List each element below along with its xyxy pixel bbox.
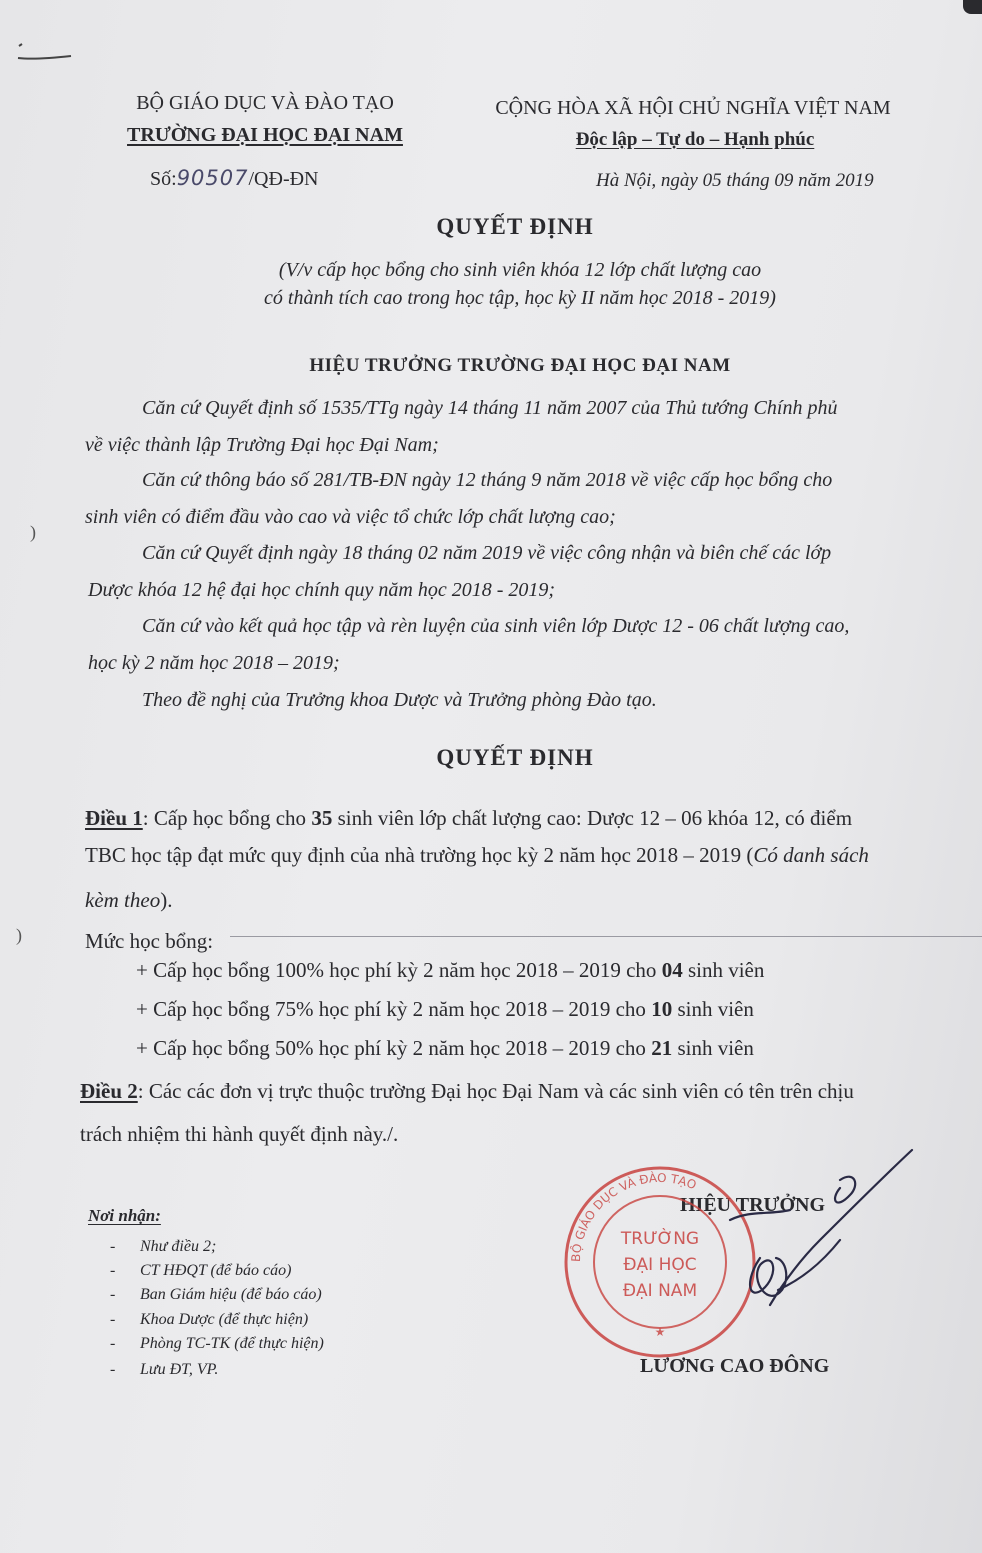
signer-title: HIỆU TRƯỞNG — [680, 1194, 826, 1216]
level-75-count: 10 — [651, 997, 673, 1021]
basis-2-line-1: Căn cứ thông báo số 281/TB-ĐN ngày 12 tháng 9 năm 2018 về việc cấp học bổng cho — [142, 469, 833, 491]
fold-line — [230, 936, 982, 937]
seal-line-1: TRƯỜNG — [620, 1229, 700, 1249]
basis-3-line-2: Dược khóa 12 hệ đại học chính quy năm học 2018 - 2019; — [88, 579, 556, 601]
article-1-line-3 — [85, 888, 172, 913]
seal-line-2: ĐẠI HỌC — [623, 1255, 697, 1275]
recipient-item: - Phòng TC-TK (để thực hiện) — [110, 1335, 324, 1352]
recipient-text: Lưu ĐT, VP. — [140, 1361, 219, 1378]
scholarship-level-50 — [136, 1036, 754, 1061]
recipient-item: - Lưu ĐT, VP. — [110, 1361, 219, 1378]
recipient-item: - Ban Giám hiệu (để báo cáo) — [110, 1286, 322, 1303]
level-100-unit: sinh viên — [682, 958, 765, 982]
page-corner-shadow — [963, 0, 982, 14]
subject-line-2: có thành tích cao trong học tập, học kỳ II năm học 2018 - 2019) — [264, 287, 776, 309]
basis-2-line-2: sinh viên có điểm đầu vào cao và việc tổ chức lớp chất lượng cao; — [85, 506, 616, 528]
article-1-line-3-text: kèm theo — [85, 888, 161, 912]
article-1-text-a: : Cấp học bổng cho — [142, 806, 312, 830]
scholarship-level-100 — [136, 958, 764, 983]
ministry-name: BỘ GIÁO DỤC VÀ ĐÀO TẠO — [136, 92, 394, 114]
article-2-line-1 — [80, 1079, 854, 1104]
level-75-unit: sinh viên — [672, 997, 754, 1021]
school-name: TRƯỜNG ĐẠI HỌC ĐẠI NAM — [127, 124, 403, 146]
seal-line-3: ĐẠI NAM — [622, 1281, 698, 1301]
level-50-unit: sinh viên — [672, 1036, 754, 1060]
recipient-text: CT HĐQT (để báo cáo) — [140, 1262, 292, 1279]
basis-4-line-1: Căn cứ vào kết quả học tập và rèn luyện của sinh viên lớp Dược 12 - 06 chất lượng cao, — [142, 615, 850, 637]
recipient-item: - CT HĐQT (để báo cáo) — [110, 1262, 292, 1279]
article-2-line-2: trách nhiệm thi hành quyết định này./. — [80, 1122, 399, 1146]
article-1-count: 35 — [311, 806, 333, 830]
recipient-item: - Như điều 2; — [110, 1238, 217, 1255]
scholarship-level-75 — [136, 997, 754, 1022]
article-1-line-2 — [85, 843, 869, 868]
pen-mark-icon — [15, 38, 75, 68]
number-suffix: /QĐ-ĐN — [248, 168, 319, 190]
basis-5-line-1: Theo đề nghị của Trưởng khoa Dược và Trưởng phòng Đào tạo. — [142, 689, 657, 711]
margin-mark: ) — [30, 522, 36, 542]
margin-mark: ) — [16, 925, 22, 945]
recipients-heading: Nơi nhận: — [88, 1206, 161, 1225]
level-100-count: 04 — [661, 958, 683, 982]
basis-3-line-1: Căn cứ Quyết định ngày 18 tháng 02 năm 2019 về việc công nhận và biên chế các lớp — [142, 542, 832, 564]
article-1-line-1 — [85, 806, 852, 831]
article-1-line-2-b: Có danh sách — [753, 843, 869, 867]
signer-name: LƯƠNG CAO ĐÔNG — [640, 1355, 830, 1377]
article-2-label: Điều 2 — [80, 1079, 138, 1103]
article-1-label: Điều 1 — [85, 806, 143, 830]
level-50-count: 21 — [651, 1036, 673, 1060]
subject-line-1: (V/v cấp học bổng cho sinh viên khóa 12 lớp chất lượng cao — [278, 259, 762, 281]
document-title: QUYẾT ĐỊNH — [436, 214, 594, 239]
handwritten-signature-icon — [690, 1140, 920, 1320]
article-1-line-3-end: ). — [160, 888, 173, 912]
recipient-item: - Khoa Dược (để thực hiện) — [110, 1311, 309, 1328]
level-75-text: + Cấp học bổng 75% học phí kỳ 2 năm học 2018 – 2019 cho — [136, 997, 652, 1021]
motto: Độc lập – Tự do – Hạnh phúc — [575, 129, 815, 150]
level-100-text: + Cấp học bổng 100% học phí kỳ 2 năm học 2018 – 2019 cho — [136, 958, 662, 982]
article-1-line-2-a: TBC học tập đạt mức quy định của nhà trường học kỳ 2 năm học 2018 – 2019 ( — [85, 843, 754, 867]
seal-ring-text: BỘ GIÁO DỤC VÀ ĐÀO TẠO — [568, 1170, 699, 1263]
article-2-text: : Các các đơn vị trực thuộc trường Đại học Đại Nam và các sinh viên có tên trên chịu — [137, 1079, 854, 1103]
number-handwritten: 90507 — [176, 166, 249, 190]
decision-heading: QUYẾT ĐỊNH — [436, 745, 594, 770]
basis-4-line-2: học kỳ 2 năm học 2018 – 2019; — [88, 652, 340, 674]
scholarship-levels-label: Mức học bổng: — [85, 929, 214, 953]
place-date: Hà Nội, ngày 05 tháng 09 năm 2019 — [596, 170, 874, 191]
country-name: CỘNG HÒA XÃ HỘI CHỦ NGHĨA VIỆT NAM — [495, 97, 891, 119]
recipient-text: Ban Giám hiệu (để báo cáo) — [140, 1286, 322, 1303]
recipient-text: Khoa Dược (để thực hiện) — [140, 1311, 309, 1328]
recipient-text: Như điều 2; — [140, 1238, 217, 1255]
basis-1-line-2: về việc thành lập Trường Đại học Đại Nam; — [85, 434, 439, 456]
level-50-text: + Cấp học bổng 50% học phí kỳ 2 năm học 2018 – 2019 cho — [136, 1036, 652, 1060]
basis-1-line-1: Căn cứ Quyết định số 1535/TTg ngày 14 tháng 11 năm 2007 của Thủ tướng Chính phủ — [142, 397, 838, 419]
document-number — [150, 166, 319, 191]
number-prefix: Số: — [150, 168, 177, 190]
article-1-text-b: sinh viên lớp chất lượng cao: Dược 12 – 06 khóa 12, có điểm — [332, 806, 853, 830]
recipient-text: Phòng TC-TK (để thực hiện) — [140, 1335, 324, 1352]
authority-heading: HIỆU TRƯỞNG TRƯỜNG ĐẠI HỌC ĐẠI NAM — [309, 355, 731, 376]
svg-text:★: ★ — [654, 1325, 666, 1339]
